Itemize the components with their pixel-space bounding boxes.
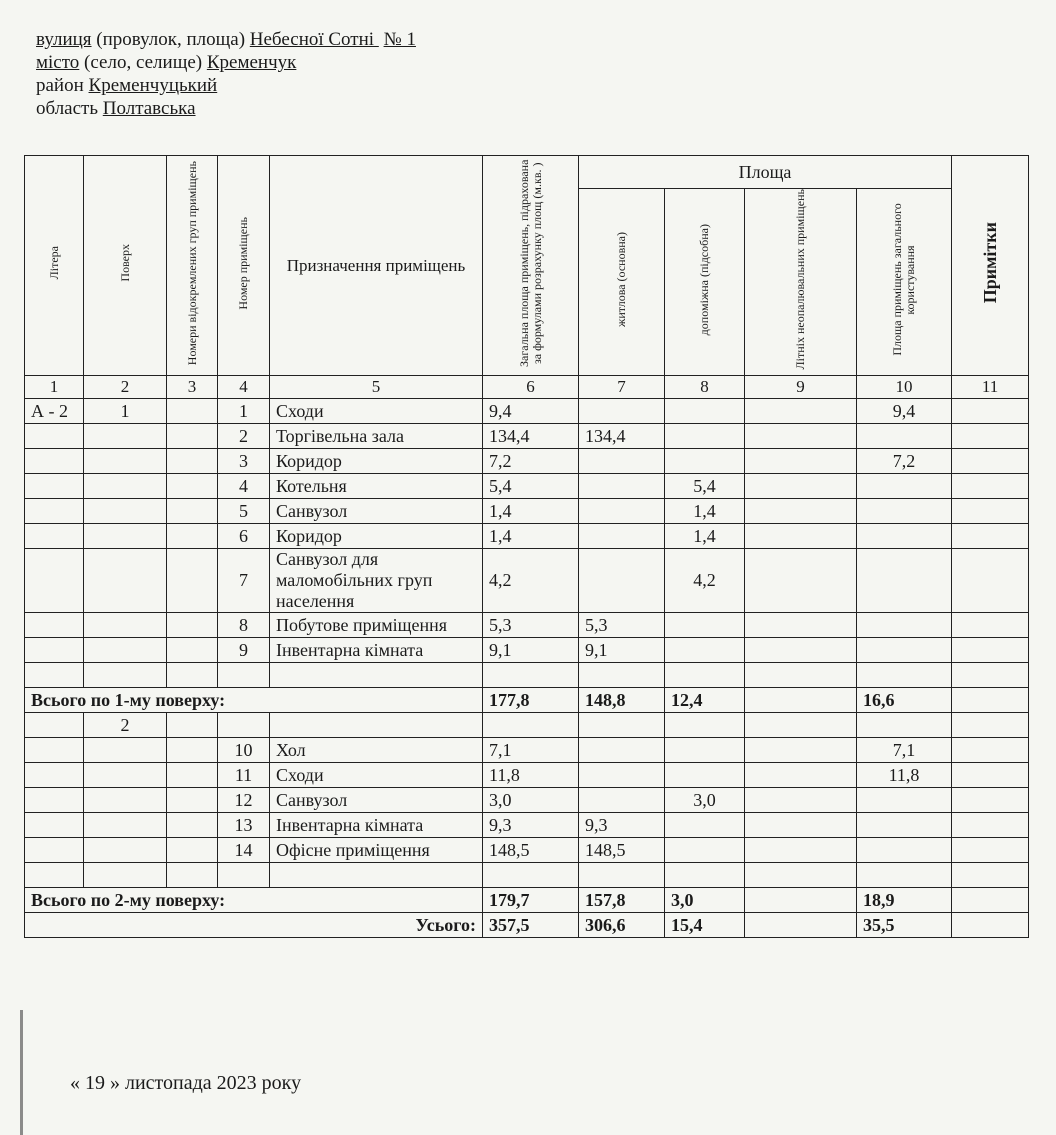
street-label-rest: (провулок, площа) <box>91 29 250 50</box>
header-auxiliary: допоміжна (підсобна) <box>665 189 745 376</box>
table-row: 9 Інвентарна кімната 9,1 9,1 <box>25 638 1029 663</box>
floor2-rows <box>25 738 1029 863</box>
header-purpose: Призначення приміщень <box>270 156 483 376</box>
district-line <box>36 74 416 97</box>
header-area: Площа <box>579 156 952 189</box>
street-number: № 1 <box>383 29 416 50</box>
binding-edge <box>20 1010 23 1135</box>
column-numbers-row: 1 2 3 4 5 6 7 8 9 10 11 <box>25 376 1029 399</box>
floor1-summary-row: Всього по 1-му поверху: 177,8 148,8 12,4 16,6 <box>25 688 1029 713</box>
region-line <box>36 97 416 120</box>
table-row: 3 Коридор 7,2 7,2 <box>25 449 1029 474</box>
table-row: 6 Коридор 1,4 1,4 <box>25 524 1029 549</box>
street-label: вулиця <box>36 29 92 50</box>
table-row: 2 Торгівельна зала 134,4 134,4 <box>25 424 1029 449</box>
floor2-summary-row: Всього по 2-му поверху: 179,7 157,8 3,0 18,9 <box>25 888 1029 913</box>
district-label: район <box>36 75 89 96</box>
table-row: 7 Санвузол для маломобільних груп населення 4,2 4,2 <box>25 549 1029 613</box>
city-label-rest: (село, селище) <box>79 52 207 73</box>
street-value: Небесної Сотні <box>249 29 379 50</box>
header-summer: Літніх неопалювальних приміщень <box>745 189 857 376</box>
header-room-number: Номер приміщень <box>218 156 270 376</box>
city-label: місто <box>36 52 80 73</box>
table-row: А - 2 1 1 Сходи 9,4 9,4 <box>25 399 1029 424</box>
table-row: 14 Офісне приміщення 148,5 148,5 <box>25 838 1029 863</box>
table-row: 4 Котельня 5,4 5,4 <box>25 474 1029 499</box>
header-common: Площа приміщень загального користування <box>857 189 952 376</box>
table-row: 5 Санвузол 1,4 1,4 <box>25 499 1029 524</box>
blank-row <box>25 663 1029 688</box>
floor1-rows <box>25 399 1029 663</box>
grand-total-row: Усього: 357,5 306,6 15,4 35,5 <box>25 913 1029 938</box>
header-total-area: Загальна площа приміщень, підрахована за формулами розрахунку площ (м.кв. ) <box>483 156 579 376</box>
table-row: 8 Побутове приміщення 5,3 5,3 <box>25 613 1029 638</box>
header-living: житлова (основна) <box>579 189 665 376</box>
header-groups: Номери відокремлених груп приміщень <box>167 156 218 376</box>
header-notes: Примітки <box>952 156 1029 376</box>
street-line <box>36 28 416 51</box>
header-litera: Літера <box>25 156 84 376</box>
header-row <box>25 156 1029 189</box>
table-row: 10 Хол 7,1 7,1 <box>25 738 1029 763</box>
table-row: 11 Сходи 11,8 11,8 <box>25 763 1029 788</box>
document-date: « 19 » листопада 2023 року <box>70 1072 302 1094</box>
table-row: 13 Інвентарна кімната 9,3 9,3 <box>25 813 1029 838</box>
table-row: 12 Санвузол 3,0 3,0 <box>25 788 1029 813</box>
blank-row <box>25 863 1029 888</box>
region-label: область <box>36 98 103 119</box>
address-block <box>36 28 416 120</box>
region-value: Полтавська <box>102 98 196 119</box>
header-poverkh: Поверх <box>84 156 167 376</box>
premises-table <box>24 155 1029 938</box>
district-value: Кременчуцький <box>88 75 218 96</box>
floor2-header-row: 2 <box>25 713 1029 738</box>
city-value: Кременчук <box>206 52 297 73</box>
city-line <box>36 51 416 74</box>
